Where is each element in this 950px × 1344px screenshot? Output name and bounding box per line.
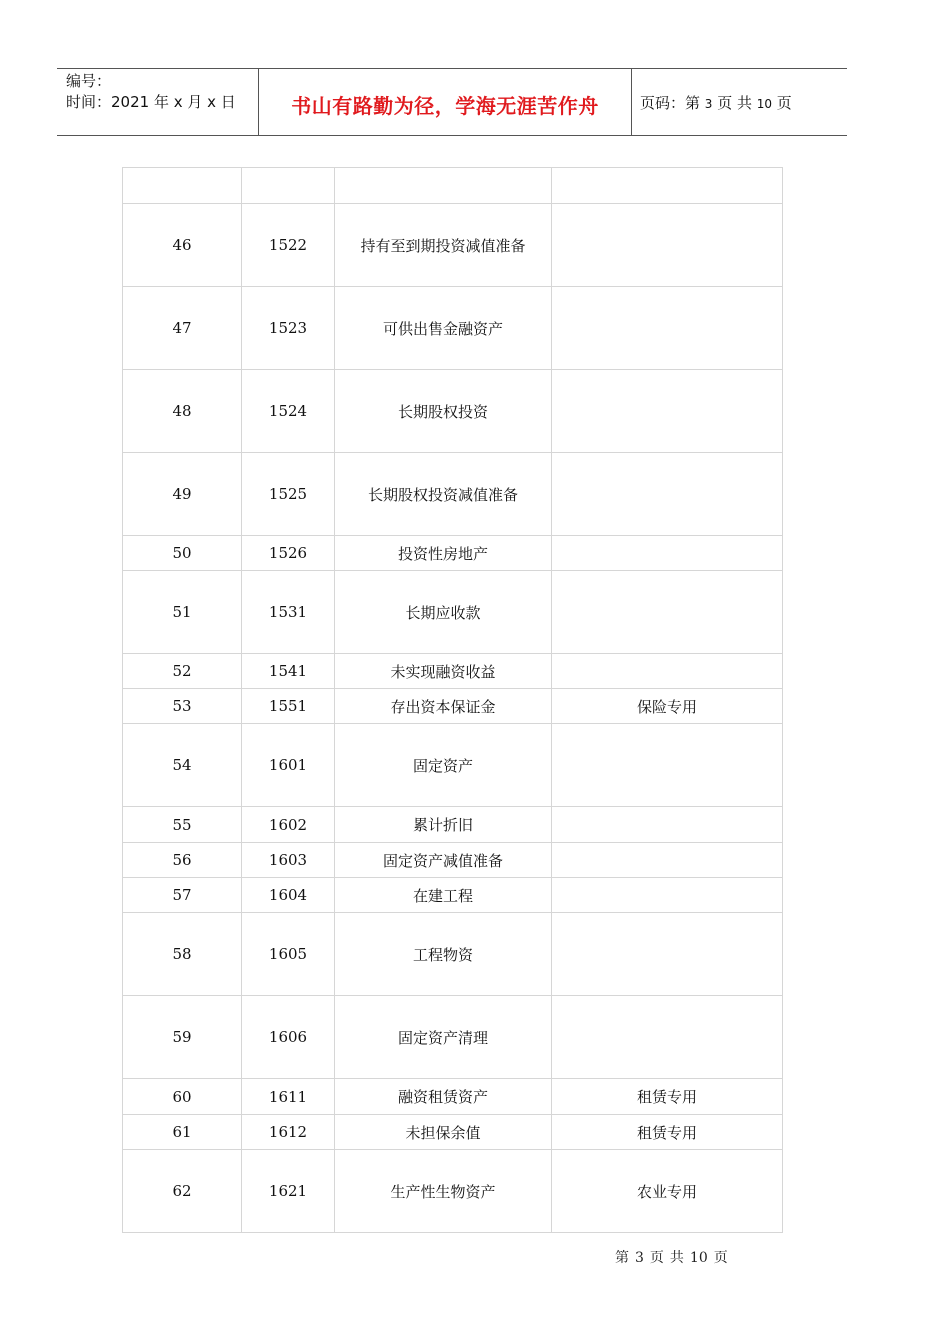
cell-note xyxy=(552,168,783,204)
cell-note xyxy=(552,913,783,996)
cell-code: 1605 xyxy=(242,913,335,996)
cell-name: 工程物资 xyxy=(335,913,552,996)
cell-no: 57 xyxy=(123,878,242,913)
cell-name: 固定资产减值准备 xyxy=(335,843,552,878)
table-row xyxy=(123,878,783,913)
table-row xyxy=(123,453,783,536)
cell-note: 租赁专用 xyxy=(552,1079,783,1115)
page-suffix: 页 xyxy=(772,94,792,112)
table-row xyxy=(123,843,783,878)
cell-name: 长期股权投资减值准备 xyxy=(335,453,552,536)
cell-code: 1523 xyxy=(242,287,335,370)
cell-no: 56 xyxy=(123,843,242,878)
cell-code: 1524 xyxy=(242,370,335,453)
footer-word-gong: 共 xyxy=(669,1250,684,1266)
table-row xyxy=(123,204,783,287)
table-row xyxy=(123,807,783,843)
header-divider-right xyxy=(631,68,632,136)
footer-page-total: 10 xyxy=(689,1250,708,1266)
cell-no: 59 xyxy=(123,996,242,1079)
page-prefix: 页码：第 xyxy=(640,94,705,112)
cell-name: 投资性房地产 xyxy=(335,536,552,571)
cell-note xyxy=(552,287,783,370)
cell-code: 1541 xyxy=(242,654,335,689)
table-row xyxy=(123,689,783,724)
cell-no: 51 xyxy=(123,571,242,654)
cell-no: 61 xyxy=(123,1115,242,1150)
table-row xyxy=(123,913,783,996)
cell-note xyxy=(552,571,783,654)
cell-no: 46 xyxy=(123,204,242,287)
cell-no: 53 xyxy=(123,689,242,724)
cell-name: 固定资产 xyxy=(335,724,552,807)
footer-page-indicator xyxy=(615,1247,734,1267)
cell-note xyxy=(552,536,783,571)
header-motto: 书山有路勤为径，学海无涯苦作舟 xyxy=(291,94,599,118)
cell-code: 1531 xyxy=(242,571,335,654)
cell-name: 在建工程 xyxy=(335,878,552,913)
cell-no: 60 xyxy=(123,1079,242,1115)
cell-code: 1526 xyxy=(242,536,335,571)
header-meta xyxy=(66,71,236,113)
table-row xyxy=(123,287,783,370)
cell-note xyxy=(552,453,783,536)
header-top-rule xyxy=(57,68,847,69)
cell-code: 1522 xyxy=(242,204,335,287)
cell-code: 1603 xyxy=(242,843,335,878)
footer-word-ye-end: 页 xyxy=(713,1250,728,1266)
cell-note xyxy=(552,654,783,689)
cell-name: 累计折旧 xyxy=(335,807,552,843)
cell-note: 租赁专用 xyxy=(552,1115,783,1150)
cell-no: 55 xyxy=(123,807,242,843)
cell-name: 长期股权投资 xyxy=(335,370,552,453)
cell-code: 1612 xyxy=(242,1115,335,1150)
cell-no: 58 xyxy=(123,913,242,996)
cell-no: 48 xyxy=(123,370,242,453)
cell-note xyxy=(552,807,783,843)
table-row xyxy=(123,1115,783,1150)
cell-name: 存出资本保证金 xyxy=(335,689,552,724)
table-row xyxy=(123,996,783,1079)
cell-note xyxy=(552,724,783,807)
page-mid: 页 共 xyxy=(712,94,757,112)
cell-no: 49 xyxy=(123,453,242,536)
footer-word-ye: 页 xyxy=(649,1250,664,1266)
table-row xyxy=(123,1150,783,1233)
serial-label: 编号： xyxy=(66,72,112,90)
cell-name: 长期应收款 xyxy=(335,571,552,654)
header-bottom-rule xyxy=(57,135,847,136)
cell-code: 1601 xyxy=(242,724,335,807)
header-page-info xyxy=(640,92,792,113)
table-row xyxy=(123,370,783,453)
table-row xyxy=(123,168,783,204)
cell-name: 融资租赁资产 xyxy=(335,1079,552,1115)
table-row xyxy=(123,536,783,571)
cell-no: 62 xyxy=(123,1150,242,1233)
cell-name: 可供出售金融资产 xyxy=(335,287,552,370)
table-row xyxy=(123,724,783,807)
table-row xyxy=(123,654,783,689)
cell-note xyxy=(552,878,783,913)
page-number: 3 xyxy=(704,97,713,111)
cell-no: 50 xyxy=(123,536,242,571)
cell-name xyxy=(335,168,552,204)
cell-code: 1611 xyxy=(242,1079,335,1115)
cell-name: 固定资产清理 xyxy=(335,996,552,1079)
table-row xyxy=(123,1079,783,1115)
cell-no: 52 xyxy=(123,654,242,689)
footer-word-di: 第 xyxy=(615,1250,629,1266)
cell-no: 54 xyxy=(123,724,242,807)
cell-code: 1525 xyxy=(242,453,335,536)
cell-note xyxy=(552,370,783,453)
account-table xyxy=(122,167,783,1233)
cell-code: 1602 xyxy=(242,807,335,843)
time-label: 时间：2021 年 x 月 x 日 xyxy=(66,93,236,111)
footer-page-number: 3 xyxy=(635,1250,644,1266)
cell-note xyxy=(552,843,783,878)
table-row xyxy=(123,571,783,654)
cell-note: 农业专用 xyxy=(552,1150,783,1233)
cell-note xyxy=(552,204,783,287)
cell-note: 保险专用 xyxy=(552,689,783,724)
cell-code: 1606 xyxy=(242,996,335,1079)
cell-code: 1621 xyxy=(242,1150,335,1233)
cell-name: 生产性生物资产 xyxy=(335,1150,552,1233)
cell-name: 持有至到期投资减值准备 xyxy=(335,204,552,287)
cell-no: 47 xyxy=(123,287,242,370)
cell-code xyxy=(242,168,335,204)
page-total: 10 xyxy=(756,97,773,111)
cell-name: 未实现融资收益 xyxy=(335,654,552,689)
cell-name: 未担保余值 xyxy=(335,1115,552,1150)
cell-no xyxy=(123,168,242,204)
cell-code: 1604 xyxy=(242,878,335,913)
cell-note xyxy=(552,996,783,1079)
cell-code: 1551 xyxy=(242,689,335,724)
